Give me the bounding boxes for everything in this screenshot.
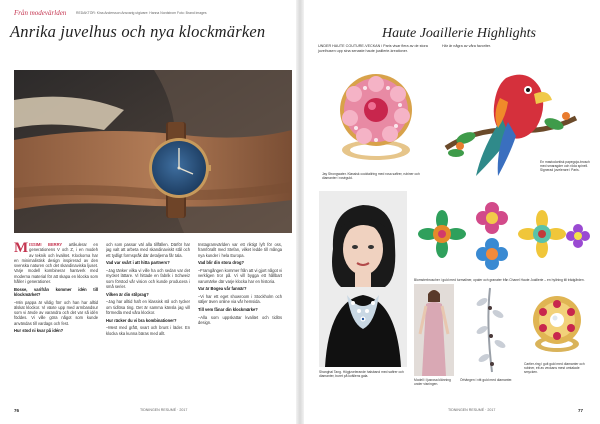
page-gutter bbox=[296, 0, 304, 424]
body-paragraph: och som passar väl alla tillfällen. Därför har jag valt att arbeta med skandinaviskt stål och ett tydligt formspråk där detaljerna får tala. bbox=[106, 242, 190, 258]
flower-brooches-image bbox=[414, 196, 592, 276]
interview-question: Hur räcker du vi bra kombinationer? bbox=[106, 317, 177, 323]
woman-portrait-image bbox=[319, 191, 407, 367]
body-paragraph: –Mest med grått, svart och brunt i läder. En klocka ska kunna bäras med allt. bbox=[106, 325, 190, 336]
body-paragraph: –Vi har ett eget showroom i Stockholm och säljer även online via vår hemsida. bbox=[198, 294, 282, 305]
page-title-right: Haute Joaillerie Highlights bbox=[382, 26, 536, 41]
model-illustration bbox=[414, 284, 454, 376]
article-column-2 bbox=[106, 242, 190, 402]
watch-photo bbox=[14, 70, 292, 233]
interview-question: Till vem fånar din klockmärke? bbox=[198, 307, 258, 312]
body-paragraph: –Jag har alltid haft en klassisk stil och tycker om tidlösa ting. Det är samma känsla jag vill förmedla med våra klockor. bbox=[106, 299, 190, 315]
caption-parrot: En mastodontisk papegoja-brosch med smaragder och röda spinell. Signerad juvelerare i Paris. bbox=[540, 160, 590, 172]
article-deck: UNDER HAUTE COUTURE-VECKAN i Paris visar flera av de stora juvelhusen upp sina senaste haute joaillerie-kreationer. bbox=[318, 44, 428, 53]
caption-brooches: Blomsterbroscher i guld med turmaliner, opaler och granater från Chanel Haute Joaillerie – en hyllning till trädgården. bbox=[414, 278, 585, 282]
body-paragraph: –Framgången kommer från att vi gjort något vi verkligen tror på. Vi vill bygga ett hållbart varumärke där varje klocka har en historia. bbox=[198, 268, 282, 284]
page-number-right: 77 bbox=[578, 408, 584, 413]
interview-question: Vad blir din stora drog? bbox=[198, 260, 244, 266]
caption-earrings: Örhängen i vitt guld med diamanter. bbox=[460, 378, 513, 382]
caption-ring-1: Jay Strongwater. Klassisk cocktailring med rosa safirer, rubiner och diamanter i roséguld. bbox=[322, 172, 420, 180]
body-paragraph: –Alla som uppskattar kvalitet och tidlös design. bbox=[198, 314, 282, 325]
interview-question: Hur stod ni kvar på idén? bbox=[14, 328, 64, 334]
left-page bbox=[0, 0, 296, 424]
interview-question: Bosse, varifrån kommer idén till klockmärket? bbox=[14, 286, 98, 297]
caption-model: Modell i ljusrosa klänning under visningen. bbox=[414, 378, 451, 386]
interview-question: Var är Bogea vår fannär? bbox=[198, 286, 247, 292]
drop-cap: M bbox=[14, 242, 29, 256]
article-column-1 bbox=[14, 242, 98, 402]
ring-icon bbox=[320, 58, 432, 170]
article-column-3 bbox=[198, 242, 282, 402]
watch-photo-illustration bbox=[14, 70, 292, 233]
footer-magazine-right: TIDNINGEN RESUMÉ · 2017 bbox=[448, 408, 496, 412]
runway-model-image bbox=[414, 284, 454, 376]
body-paragraph: Instagramvärlden var ett riktigt lyft för oss, framförallt med Stefan, vilket ledde till många nya kunder i hela Europa. bbox=[198, 242, 282, 258]
interview-question: Vad var svårt i att hitta partners? bbox=[106, 260, 170, 266]
lead-in: ISSIMI BERRY bbox=[29, 242, 63, 247]
body-paragraph: –Min pappa är vildig förr och han har alltid älskat klockor. Vi växte upp med armbandsur som vi ärvde av varandra och det var så idén föddes. Vi ville göra något som kunde användas till vardags och fest. bbox=[14, 299, 98, 326]
ring-icon bbox=[524, 290, 590, 358]
byline: REDAKTÖR: Kina Andersson Ansvarig utgivare: Hanna Nordstrom Foto: Brand images bbox=[76, 11, 207, 15]
body-paragraph: artikulerar en generationens V och Z, i en modeh av teknik och kvalitet. Klockorna har en minimalistisk design inspirerad av den svenska naturen och det skandinaviska ljuset. Varje modell kombinerar hantverk med moderna material för att skapa en klocka som håller i generationer. bbox=[14, 242, 98, 284]
gold-ring-image bbox=[524, 290, 590, 358]
earring-icon bbox=[460, 284, 520, 376]
earrings-image bbox=[460, 284, 520, 376]
page-number-left: 76 bbox=[14, 408, 20, 413]
brooch-icon bbox=[414, 196, 592, 276]
page-title-left: Anrika juvelhus och nya klockmärken bbox=[10, 22, 266, 41]
body-paragraph: –Jag tänker vilka vi ville ha och sedan var det mycket lättare. Vi hittade en fabrik i Schweiz som förstod vår vision och kunde producera i små serier. bbox=[106, 268, 190, 289]
portrait-illustration bbox=[319, 191, 407, 367]
caption-portrait: Shanghai Tang. Högjuvelerande halsband med safirer och diamanter, buret på kvällens gala. bbox=[319, 370, 404, 378]
pink-cocktail-ring-image bbox=[320, 58, 432, 170]
footer-magazine-left: TIDNINGEN RESUMÉ · 2017 bbox=[140, 408, 188, 412]
interview-question: Vilken är din stilprag? bbox=[106, 291, 149, 297]
article-deck-2: Här är några av våra favoriter. bbox=[442, 44, 491, 48]
section-tag: Från modevärlden bbox=[14, 9, 67, 17]
caption-ring-2: Cartier-ring i gult guld med diamanter och rubiner, ett av veckans mest omtalade smycken. bbox=[524, 362, 585, 374]
